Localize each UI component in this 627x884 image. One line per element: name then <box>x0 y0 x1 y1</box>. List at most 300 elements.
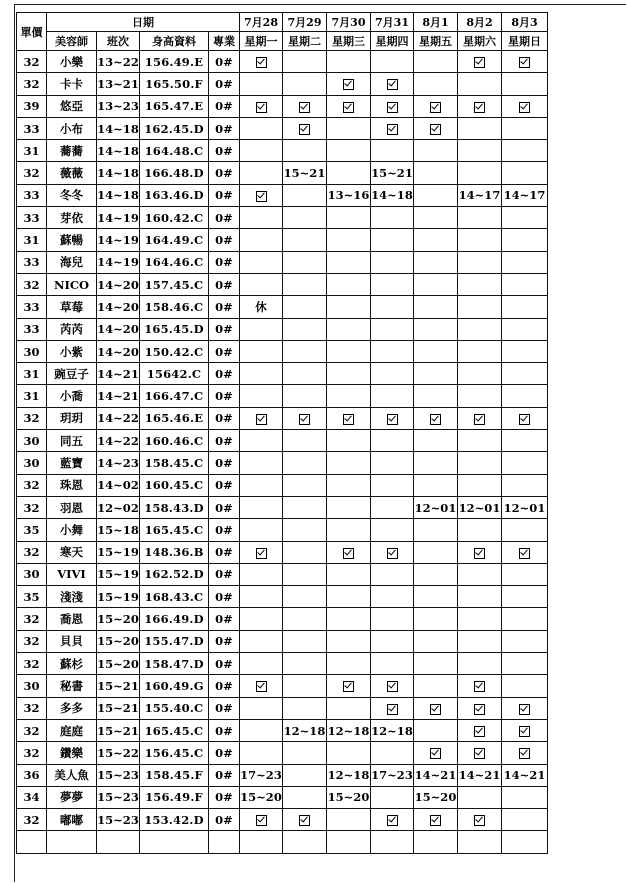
day-check-cell <box>327 95 371 117</box>
stylist-name: 鑽樂 <box>47 742 97 764</box>
shift-cell: 15~22 <box>97 742 140 764</box>
day-check-cell <box>371 73 414 95</box>
day-cell <box>458 630 502 652</box>
stylist-name: 蘇暢 <box>47 229 97 251</box>
table-row <box>17 474 548 496</box>
day-cell <box>327 363 371 385</box>
header-weekday: 星期一 <box>240 32 283 51</box>
day-cell <box>371 474 414 496</box>
day-cell <box>371 251 414 273</box>
table-row <box>17 117 548 139</box>
height-cell: 166.47.C <box>140 385 209 407</box>
day-cell <box>283 73 327 95</box>
day-cell <box>414 340 458 362</box>
day-check-cell <box>371 95 414 117</box>
day-cell <box>327 207 371 229</box>
day-cell <box>414 296 458 318</box>
shift-cell: 15~20 <box>97 653 140 675</box>
specialty-cell: 0# <box>209 430 240 452</box>
table-row <box>17 630 548 652</box>
height-cell: 162.52.D <box>140 563 209 585</box>
day-cell <box>283 786 327 808</box>
price-cell: 32 <box>17 407 47 429</box>
day-cell <box>458 608 502 630</box>
table-row <box>17 496 548 518</box>
day-check-cell <box>283 407 327 429</box>
shift-cell: 15~21 <box>97 697 140 719</box>
price-cell: 30 <box>17 340 47 362</box>
day-cell <box>371 630 414 652</box>
table-row <box>17 207 548 229</box>
header-date: 8月3 <box>502 13 548 32</box>
day-cell <box>502 586 548 608</box>
table-row <box>17 430 548 452</box>
price-cell: 33 <box>17 207 47 229</box>
table-row <box>17 764 548 786</box>
day-cell <box>502 340 548 362</box>
day-cell <box>458 251 502 273</box>
day-cell <box>327 117 371 139</box>
day-cell: 15~21 <box>283 162 327 184</box>
specialty-cell: 0# <box>209 586 240 608</box>
stylist-name: 小舞 <box>47 519 97 541</box>
checkbox-checked-icon <box>430 748 441 759</box>
stylist-name: 羽恩 <box>47 496 97 518</box>
day-cell <box>371 229 414 251</box>
day-cell <box>283 51 327 73</box>
checkbox-checked-icon <box>519 102 530 113</box>
day-cell <box>502 318 548 340</box>
height-cell: 164.46.C <box>140 251 209 273</box>
day-cell <box>283 273 327 295</box>
header-row-labels <box>17 32 548 51</box>
day-cell <box>327 318 371 340</box>
day-cell <box>414 541 458 563</box>
checkbox-checked-icon <box>519 414 530 425</box>
shift-cell: 14~22 <box>97 407 140 429</box>
stylist-name: 小布 <box>47 117 97 139</box>
day-cell <box>240 496 283 518</box>
checkbox-checked-icon <box>387 414 398 425</box>
day-cell <box>327 474 371 496</box>
day-check-cell <box>458 719 502 741</box>
height-cell: 162.45.D <box>140 117 209 139</box>
day-cell: 15~20 <box>240 786 283 808</box>
day-cell <box>414 831 458 853</box>
header-date: 7月28 <box>240 13 283 32</box>
specialty-cell: 0# <box>209 630 240 652</box>
day-cell <box>283 229 327 251</box>
shift-cell: 15~20 <box>97 608 140 630</box>
day-check-cell <box>240 95 283 117</box>
day-cell <box>414 719 458 741</box>
specialty-cell: 0# <box>209 742 240 764</box>
day-cell <box>283 340 327 362</box>
table-row <box>17 653 548 675</box>
day-cell <box>240 229 283 251</box>
price-cell: 32 <box>17 474 47 496</box>
day-cell <box>283 675 327 697</box>
day-check-cell <box>327 407 371 429</box>
height-cell: 165.45.C <box>140 519 209 541</box>
height-cell: 164.48.C <box>140 140 209 162</box>
day-cell <box>283 630 327 652</box>
shift-cell: 14~18 <box>97 162 140 184</box>
day-cell <box>283 184 327 206</box>
checkbox-checked-icon <box>299 102 310 113</box>
day-cell <box>502 474 548 496</box>
schedule-table <box>16 12 548 854</box>
price-cell: 39 <box>17 95 47 117</box>
header-date: 7月29 <box>283 13 327 32</box>
day-cell <box>283 474 327 496</box>
checkbox-checked-icon <box>299 815 310 826</box>
header-date: 7月30 <box>327 13 371 32</box>
specialty-cell: 0# <box>209 296 240 318</box>
day-check-cell <box>414 117 458 139</box>
day-cell <box>502 117 548 139</box>
day-cell <box>240 117 283 139</box>
day-cell <box>327 296 371 318</box>
day-check-cell <box>283 95 327 117</box>
checkbox-checked-icon <box>474 548 485 559</box>
price-cell <box>17 831 47 853</box>
table-row <box>17 407 548 429</box>
day-cell <box>327 385 371 407</box>
day-cell <box>371 586 414 608</box>
day-check-cell <box>327 541 371 563</box>
day-cell <box>458 385 502 407</box>
day-check-cell <box>414 407 458 429</box>
day-cell <box>371 563 414 585</box>
specialty-cell: 0# <box>209 140 240 162</box>
day-cell <box>414 251 458 273</box>
day-cell <box>458 207 502 229</box>
checkbox-checked-icon <box>299 124 310 135</box>
header-weekday-saturday: 星期六 <box>458 32 502 51</box>
checkbox-checked-icon <box>299 414 310 425</box>
checkbox-checked-icon <box>474 704 485 715</box>
day-cell <box>414 363 458 385</box>
shift-cell: 14~19 <box>97 251 140 273</box>
day-check-cell <box>502 95 548 117</box>
stylist-name: 卡卡 <box>47 73 97 95</box>
day-check-cell <box>414 697 458 719</box>
day-cell <box>327 563 371 585</box>
shift-cell: 15~23 <box>97 786 140 808</box>
height-cell <box>140 831 209 853</box>
day-cell <box>502 630 548 652</box>
checkbox-checked-icon <box>474 681 485 692</box>
day-cell <box>283 541 327 563</box>
day-cell <box>502 608 548 630</box>
specialty-cell: 0# <box>209 653 240 675</box>
shift-cell: 14~22 <box>97 430 140 452</box>
day-cell <box>327 496 371 518</box>
checkbox-checked-icon <box>387 102 398 113</box>
day-cell <box>458 563 502 585</box>
day-check-cell <box>458 742 502 764</box>
price-cell: 31 <box>17 363 47 385</box>
day-cell <box>371 363 414 385</box>
checkbox-checked-icon <box>474 726 485 737</box>
stylist-name: 蘇杉 <box>47 653 97 675</box>
day-check-cell <box>327 675 371 697</box>
stylist-name: 喬恩 <box>47 608 97 630</box>
day-cell <box>414 653 458 675</box>
day-cell <box>502 563 548 585</box>
day-cell <box>414 207 458 229</box>
day-cell <box>414 73 458 95</box>
day-check-cell <box>502 719 548 741</box>
day-cell <box>502 229 548 251</box>
day-cell <box>283 831 327 853</box>
day-cell <box>240 831 283 853</box>
stylist-name: 蕎蕎 <box>47 140 97 162</box>
day-cell <box>414 51 458 73</box>
day-cell <box>283 430 327 452</box>
day-check-cell <box>240 407 283 429</box>
day-cell <box>283 586 327 608</box>
height-cell: 148.36.B <box>140 541 209 563</box>
specialty-cell: 0# <box>209 407 240 429</box>
day-cell <box>283 742 327 764</box>
day-cell <box>414 318 458 340</box>
price-cell: 32 <box>17 73 47 95</box>
day-cell <box>502 809 548 831</box>
checkbox-checked-icon <box>256 815 267 826</box>
specialty-cell: 0# <box>209 73 240 95</box>
day-check-cell <box>458 51 502 73</box>
day-cell <box>240 140 283 162</box>
table-row <box>17 73 548 95</box>
day-check-cell <box>414 742 458 764</box>
day-cell <box>458 229 502 251</box>
day-cell <box>502 786 548 808</box>
day-cell <box>240 452 283 474</box>
table-row <box>17 95 548 117</box>
header-weekday: 星期三 <box>327 32 371 51</box>
specialty-cell: 0# <box>209 162 240 184</box>
day-check-cell <box>371 117 414 139</box>
day-check-cell <box>371 697 414 719</box>
table-row <box>17 519 548 541</box>
checkbox-checked-icon <box>387 704 398 715</box>
specialty-cell: 0# <box>209 117 240 139</box>
table-row <box>17 184 548 206</box>
table-row <box>17 809 548 831</box>
day-check-cell <box>240 809 283 831</box>
day-cell <box>283 563 327 585</box>
specialty-cell: 0# <box>209 474 240 496</box>
checkbox-checked-icon <box>343 681 354 692</box>
day-check-cell <box>458 675 502 697</box>
day-cell: 15~20 <box>414 786 458 808</box>
specialty-cell: 0# <box>209 719 240 741</box>
day-cell <box>240 474 283 496</box>
day-cell <box>371 51 414 73</box>
day-cell <box>371 207 414 229</box>
shift-cell: 14~19 <box>97 207 140 229</box>
day-cell <box>458 318 502 340</box>
shift-cell: 14~02 <box>97 474 140 496</box>
stylist-name: 海兒 <box>47 251 97 273</box>
height-cell: 160.42.C <box>140 207 209 229</box>
day-cell: 15~20 <box>327 786 371 808</box>
table-row <box>17 385 548 407</box>
table-row <box>17 786 548 808</box>
day-cell <box>414 452 458 474</box>
shift-cell: 14~19 <box>97 229 140 251</box>
checkbox-checked-icon <box>474 815 485 826</box>
checkbox-checked-icon <box>430 704 441 715</box>
shift-cell: 15~20 <box>97 630 140 652</box>
day-cell <box>327 519 371 541</box>
day-cell <box>414 229 458 251</box>
height-cell: 150.42.C <box>140 340 209 362</box>
header-weekday-sunday: 星期日 <box>502 32 548 51</box>
day-cell <box>502 207 548 229</box>
day-cell <box>414 675 458 697</box>
table-row <box>17 229 548 251</box>
price-cell: 36 <box>17 764 47 786</box>
checkbox-checked-icon <box>256 57 267 68</box>
day-cell <box>327 251 371 273</box>
stylist-name: 淺淺 <box>47 586 97 608</box>
checkbox-checked-icon <box>343 414 354 425</box>
day-cell <box>240 608 283 630</box>
stylist-name: VIVI <box>47 563 97 585</box>
specialty-cell: 0# <box>209 251 240 273</box>
stylist-name: 玥玥 <box>47 407 97 429</box>
price-cell: 32 <box>17 697 47 719</box>
stylist-name: 同五 <box>47 430 97 452</box>
height-cell: 165.45.D <box>140 318 209 340</box>
specialty-cell: 0# <box>209 51 240 73</box>
height-cell: 156.45.C <box>140 742 209 764</box>
day-cell <box>283 207 327 229</box>
specialty-cell: 0# <box>209 519 240 541</box>
price-cell: 31 <box>17 140 47 162</box>
day-cell <box>502 430 548 452</box>
day-check-cell <box>502 407 548 429</box>
day-check-cell <box>327 73 371 95</box>
checkbox-checked-icon <box>256 548 267 559</box>
price-cell: 32 <box>17 496 47 518</box>
checkbox-checked-icon <box>474 102 485 113</box>
table-row <box>17 140 548 162</box>
header-date: 7月31 <box>371 13 414 32</box>
table-row <box>17 563 548 585</box>
day-check-cell <box>414 95 458 117</box>
shift-cell: 14~18 <box>97 184 140 206</box>
checkbox-checked-icon <box>474 414 485 425</box>
header-weekday: 星期五 <box>414 32 458 51</box>
day-cell <box>240 273 283 295</box>
checkbox-checked-icon <box>387 79 398 90</box>
day-check-cell <box>371 541 414 563</box>
stylist-name: 小樂 <box>47 51 97 73</box>
day-cell <box>283 140 327 162</box>
day-check-cell <box>458 809 502 831</box>
day-cell <box>414 474 458 496</box>
table-row <box>17 363 548 385</box>
specialty-cell: 0# <box>209 363 240 385</box>
specialty-cell: 0# <box>209 541 240 563</box>
day-cell <box>240 318 283 340</box>
day-cell <box>502 385 548 407</box>
shift-cell: 15~23 <box>97 809 140 831</box>
day-cell: 12~18 <box>327 764 371 786</box>
price-cell: 32 <box>17 630 47 652</box>
day-cell <box>502 162 548 184</box>
height-cell: 158.46.C <box>140 296 209 318</box>
day-cell <box>371 496 414 518</box>
table-row <box>17 273 548 295</box>
day-cell <box>327 697 371 719</box>
day-cell <box>283 385 327 407</box>
height-cell: 156.49.E <box>140 51 209 73</box>
day-cell <box>371 273 414 295</box>
day-cell <box>458 786 502 808</box>
day-cell: 休 <box>240 296 283 318</box>
price-cell: 32 <box>17 162 47 184</box>
stylist-name: 美人魚 <box>47 764 97 786</box>
header-weekday: 星期二 <box>283 32 327 51</box>
day-cell <box>240 207 283 229</box>
day-cell <box>371 519 414 541</box>
day-cell <box>458 162 502 184</box>
price-cell: 34 <box>17 786 47 808</box>
header-row-dates <box>17 13 548 32</box>
stylist-name: 貝貝 <box>47 630 97 652</box>
day-check-cell <box>240 541 283 563</box>
day-cell <box>283 296 327 318</box>
day-cell <box>240 586 283 608</box>
shift-cell: 14~18 <box>97 140 140 162</box>
day-cell <box>414 630 458 652</box>
checkbox-checked-icon <box>430 414 441 425</box>
stylist-name: 豌豆子 <box>47 363 97 385</box>
day-cell <box>458 363 502 385</box>
height-cell: 153.42.D <box>140 809 209 831</box>
table-row <box>17 452 548 474</box>
checkbox-checked-icon <box>256 414 267 425</box>
height-cell: 163.46.D <box>140 184 209 206</box>
day-cell <box>240 719 283 741</box>
day-cell <box>327 340 371 362</box>
day-cell <box>327 273 371 295</box>
height-cell: 158.45.C <box>140 452 209 474</box>
height-cell: 166.48.D <box>140 162 209 184</box>
shift-cell: 14~20 <box>97 340 140 362</box>
day-cell: 14~21 <box>502 764 548 786</box>
shift-cell: 15~21 <box>97 675 140 697</box>
day-cell: 12~18 <box>327 719 371 741</box>
header-price: 單價 <box>17 13 47 51</box>
stylist-name: NICO <box>47 273 97 295</box>
day-cell <box>327 742 371 764</box>
stylist-name: 秘書 <box>47 675 97 697</box>
specialty-cell: 0# <box>209 764 240 786</box>
day-cell <box>502 140 548 162</box>
day-cell <box>240 430 283 452</box>
day-cell <box>371 742 414 764</box>
header-date-title: 日期 <box>47 13 240 32</box>
checkbox-checked-icon <box>256 191 267 202</box>
table-row <box>17 340 548 362</box>
shift-cell: 14~23 <box>97 452 140 474</box>
